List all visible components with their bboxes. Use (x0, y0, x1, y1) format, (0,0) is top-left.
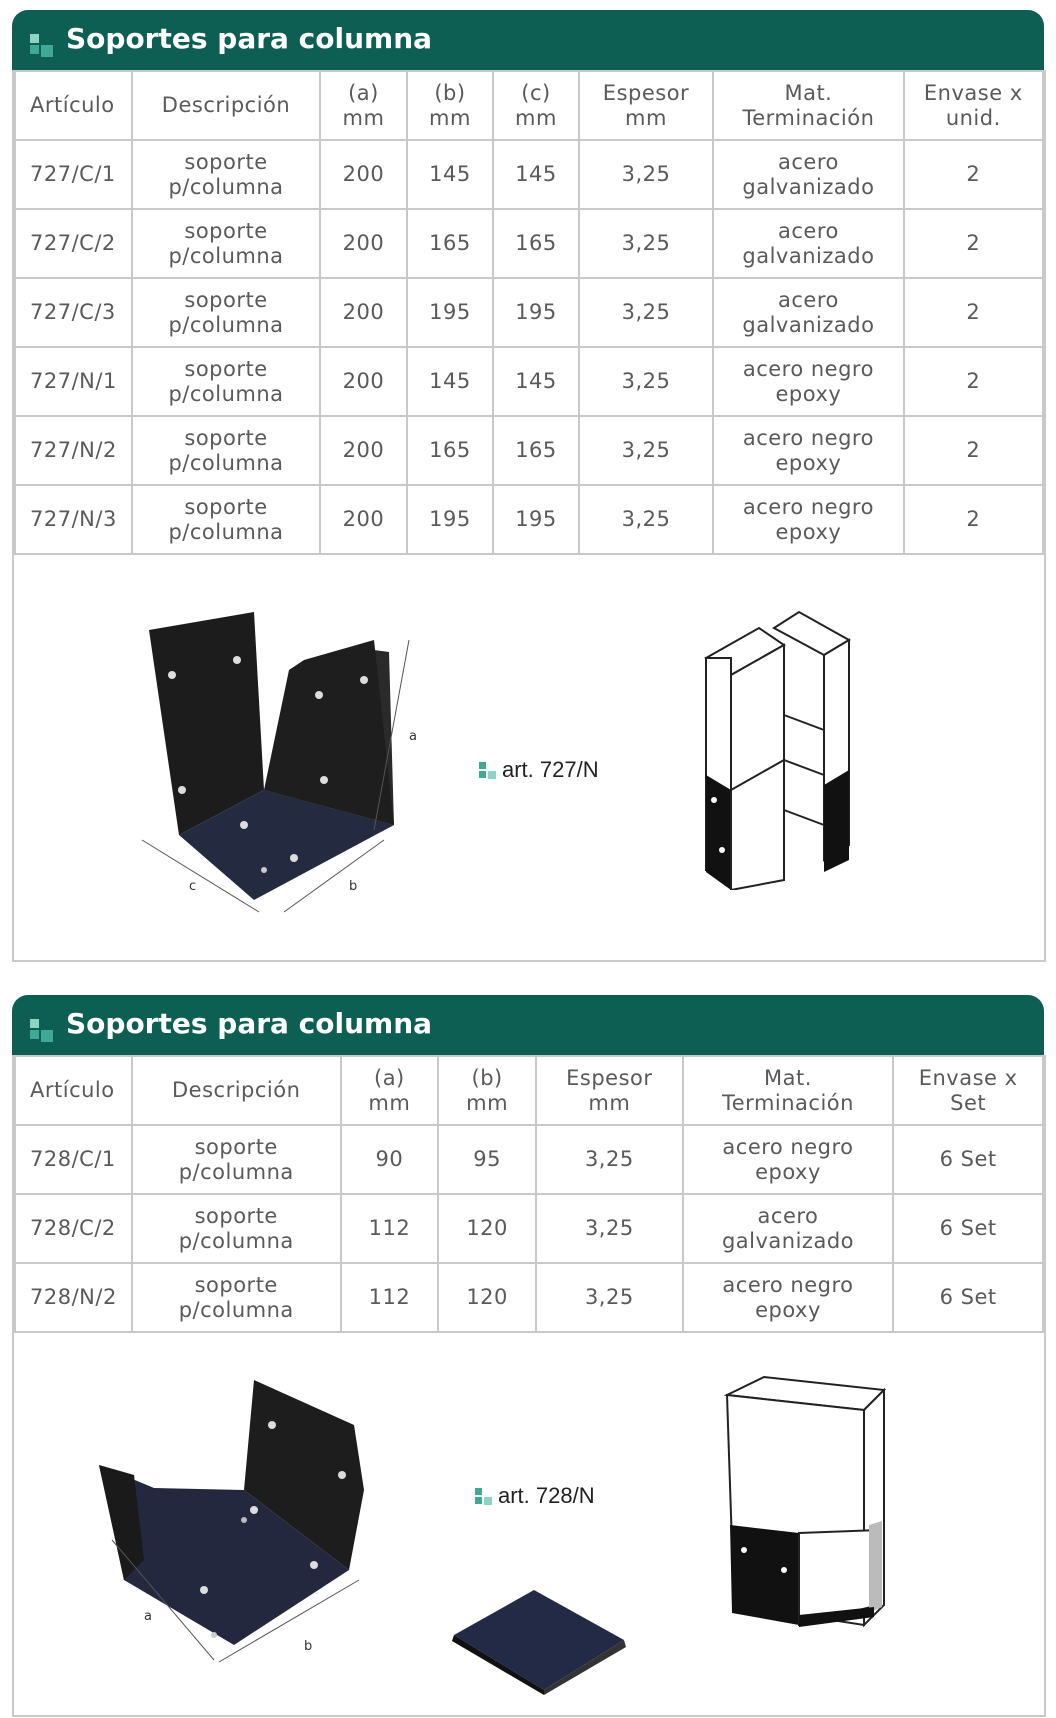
cell-espesor: 3,25 (579, 347, 713, 416)
cell-material: acero negro epoxy (683, 1263, 894, 1332)
header-c: (c) mm (493, 71, 579, 140)
cell-espesor: 3,25 (579, 278, 713, 347)
cell-espesor: 3,25 (536, 1263, 683, 1332)
section-body (12, 70, 1046, 962)
cell-espesor: 3,25 (536, 1125, 683, 1194)
cell-articulo: 727/C/1 (15, 140, 132, 209)
column-base-diagram (724, 1375, 894, 1645)
cell-material: acero galvanizado (713, 209, 903, 278)
cell-articulo: 727/C/2 (15, 209, 132, 278)
cell-c: 165 (493, 416, 579, 485)
cell-material: acero galvanizado (713, 140, 903, 209)
cell-b: 195 (407, 278, 494, 347)
header-a: (a) mm (341, 1056, 439, 1125)
cell-a: 90 (341, 1125, 439, 1194)
art-label: art. 728/N (498, 1483, 595, 1508)
cell-descripcion: soporte p/columna (132, 1263, 341, 1332)
table-row (15, 209, 1043, 278)
table-row (15, 485, 1043, 554)
cell-a: 200 (320, 485, 407, 554)
cell-envase: 2 (904, 140, 1043, 209)
cell-articulo: 728/N/2 (15, 1263, 132, 1332)
cell-a: 200 (320, 140, 407, 209)
section-title: Soportes para columna (66, 1007, 433, 1040)
column-mount-diagram (704, 610, 884, 890)
cell-espesor: 3,25 (579, 209, 713, 278)
cell-a: 200 (320, 209, 407, 278)
cell-descripcion: soporte p/columna (132, 416, 320, 485)
cell-descripcion: soporte p/columna (132, 140, 320, 209)
section-header (12, 995, 1044, 1055)
table-row (15, 416, 1043, 485)
cell-a: 200 (320, 347, 407, 416)
header-espesor: Espesor mm (579, 71, 713, 140)
table-row (15, 140, 1043, 209)
cell-espesor: 3,25 (579, 416, 713, 485)
cell-articulo: 728/C/1 (15, 1125, 132, 1194)
section-header (12, 10, 1044, 70)
cell-material: acero galvanizado (713, 278, 903, 347)
cell-b: 120 (438, 1263, 536, 1332)
header-articulo: Artículo (15, 1056, 132, 1125)
dim-b-label: b (349, 879, 358, 894)
section-title: Soportes para columna (66, 22, 433, 55)
table-row (15, 278, 1043, 347)
cell-c: 145 (493, 347, 579, 416)
header-b: (b) mm (438, 1056, 536, 1125)
header-descripcion: Descripción (132, 71, 320, 140)
cell-descripcion: soporte p/columna (132, 278, 320, 347)
cell-envase: 2 (904, 416, 1043, 485)
cell-envase: 2 (904, 209, 1043, 278)
cell-a: 200 (320, 416, 407, 485)
table-row (15, 1194, 1043, 1263)
table-row (15, 1263, 1043, 1332)
header-articulo: Artículo (15, 71, 132, 140)
dim-a-label: a (409, 729, 417, 744)
cell-c: 145 (493, 140, 579, 209)
header-descripcion: Descripción (132, 1056, 341, 1125)
section-body (12, 1055, 1046, 1717)
u-bracket-photo (124, 600, 424, 930)
cell-descripcion: soporte p/columna (132, 347, 320, 416)
art-label: art. 727/N (502, 757, 599, 782)
cell-material: acero negro epoxy (713, 347, 903, 416)
cell-c: 195 (493, 485, 579, 554)
dim-a-label: a (144, 1609, 152, 1624)
cell-articulo: 728/C/2 (15, 1194, 132, 1263)
cell-envase: 2 (904, 485, 1043, 554)
cell-c: 165 (493, 209, 579, 278)
header-envase: Envase x unid. (904, 71, 1043, 140)
cell-articulo: 727/N/3 (15, 485, 132, 554)
table-row (15, 347, 1043, 416)
table-row (15, 1125, 1043, 1194)
table-header-row (15, 1056, 1043, 1125)
cell-envase: 6 Set (893, 1194, 1043, 1263)
product-table (14, 1055, 1044, 1333)
cell-b: 145 (407, 347, 494, 416)
cell-b: 95 (438, 1125, 536, 1194)
cell-envase: 2 (904, 278, 1043, 347)
cell-descripcion: soporte p/columna (132, 1125, 341, 1194)
cell-a: 112 (341, 1263, 439, 1332)
header-espesor: Espesor mm (536, 1056, 683, 1125)
cell-material: acero negro epoxy (683, 1125, 894, 1194)
cell-descripcion: soporte p/columna (132, 1194, 341, 1263)
cell-material: acero negro epoxy (713, 416, 903, 485)
header-envase: Envase x Set (893, 1056, 1043, 1125)
cell-material: acero galvanizado (683, 1194, 894, 1263)
cell-descripcion: soporte p/columna (132, 209, 320, 278)
dim-c-label: c (189, 879, 197, 894)
cell-articulo: 727/C/3 (15, 278, 132, 347)
product-table (14, 70, 1044, 555)
header-b: (b) mm (407, 71, 494, 140)
cell-material: acero negro epoxy (713, 485, 903, 554)
open-bracket-photo (94, 1370, 414, 1670)
base-plate-photo (444, 1585, 644, 1695)
cell-espesor: 3,25 (579, 140, 713, 209)
cell-espesor: 3,25 (536, 1194, 683, 1263)
cell-a: 200 (320, 278, 407, 347)
section-728 (12, 995, 1044, 1715)
cell-descripcion: soporte p/columna (132, 485, 320, 554)
cell-b: 165 (407, 416, 494, 485)
cell-b: 195 (407, 485, 494, 554)
header-material: Mat. Terminación (683, 1056, 894, 1125)
section-727 (12, 10, 1044, 960)
table-header-row (15, 71, 1043, 140)
cell-c: 195 (493, 278, 579, 347)
header-a: (a) mm (320, 71, 407, 140)
cell-b: 120 (438, 1194, 536, 1263)
cell-envase: 6 Set (893, 1263, 1043, 1332)
cell-a: 112 (341, 1194, 439, 1263)
cell-envase: 6 Set (893, 1125, 1043, 1194)
cell-espesor: 3,25 (579, 485, 713, 554)
cell-articulo: 727/N/1 (15, 347, 132, 416)
header-material: Mat. Terminación (713, 71, 903, 140)
cell-b: 145 (407, 140, 494, 209)
dim-b-label: b (304, 1639, 313, 1654)
cell-b: 165 (407, 209, 494, 278)
cell-articulo: 727/N/2 (15, 416, 132, 485)
cell-envase: 2 (904, 347, 1043, 416)
